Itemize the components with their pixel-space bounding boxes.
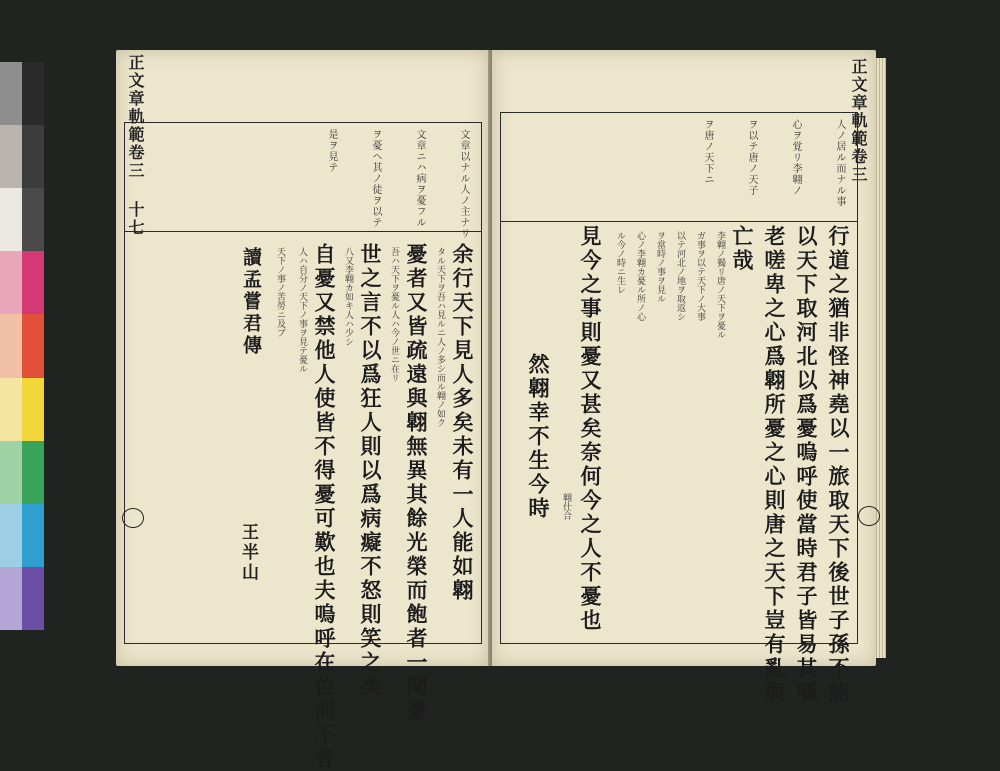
color-calibration-strip [0,62,44,630]
color-swatch [0,188,22,251]
color-swatch [22,378,44,441]
right-text-column: 亡哉 [730,225,755,273]
right-annotation: ヲ唐ノ天下ニ [702,119,713,185]
left-text-column: 憂者又皆疏遠與翺無異其餘光榮而飽者一聞憂 [404,243,429,723]
right-gloss-column: 心ノ李翺カ憂ル所ノ心 [635,231,645,321]
fish-tail-mark [858,506,880,526]
color-swatch-row [0,62,44,125]
left-text-column: 世之言不以爲狂人則以爲病癡不怒則笑之矣 [358,243,383,699]
open-book [116,44,876,771]
left-text-column: 自憂又禁他人使皆不得憂可歎也夫嗚呼在位而不肯 [312,243,337,771]
color-swatch-row [0,125,44,188]
left-gloss-column: 吾ハ天下ヲ憂ル人ハ今ノ世ニ在リ [389,247,399,382]
right-notes-band [501,113,857,222]
left-text-frame [124,122,482,771]
left-page [116,50,488,771]
right-text-column: 然翺幸不生今時 [526,353,551,521]
left-annotation: 是ヲ見テ [326,129,337,173]
left-text-column: 余行天下見人多矣未有一人能如翺 [450,243,475,603]
essay-title: 讀孟嘗君傳 [240,247,262,357]
right-text-frame [500,112,858,705]
left-annotation: 文章以ナル人ノ主ナリ [458,129,469,239]
right-header-volume: 卷三 [849,148,868,184]
left-gloss-column: 人ハ自分ノ天下ノ事ヲ見テ憂ル [297,247,307,373]
color-swatch-row [0,314,44,377]
left-gloss-column: タル天下ヲ吾ハ見ルニ人ノ多シ而ル翺ノ如ク [435,247,445,427]
right-annotation: 心ヲ覚リ李翺ノ [790,119,801,196]
right-header-title: 正文章軌範 [849,58,868,148]
color-swatch [22,314,44,377]
color-swatch [22,188,44,251]
right-text-column: 以天下取河北以爲憂嗚呼使當時君子皆易其嘆 [794,225,819,705]
left-page-number: 十七 [126,201,145,237]
color-swatch-row [0,441,44,504]
right-annotation: 人ノ居ル而ナル事 [834,119,845,207]
right-annotation: ヲ以テ唐ノ天子 [746,119,757,196]
right-text-column: 見今之事則憂又甚矣奈何今之人不憂也 [578,225,603,633]
left-gloss-column: 天下ノ事ノ苦勞ニ及ブ [275,247,285,337]
color-swatch-row [0,567,44,630]
right-gloss-column: 翺仕合 [561,493,571,520]
right-text-column: 老嗟卑之心爲翺所憂之心則唐之天下豈有亂與 [762,225,787,705]
left-annotation: 文章ニハ病ヲ憂フル [414,129,425,228]
right-gloss-column: 李翺ノ獨リ唐ノ天下ヲ憂ル [715,231,725,339]
color-swatch [22,441,44,504]
color-swatch [0,504,22,567]
color-swatch [22,251,44,314]
color-swatch [22,62,44,125]
color-swatch-row [0,188,44,251]
color-swatch [0,314,22,377]
right-gloss-column: ヲ當時ノ事ヲ見ル [655,231,665,303]
color-swatch [0,62,22,125]
color-swatch [22,567,44,630]
color-swatch-row [0,504,44,567]
color-swatch [0,251,22,314]
color-swatch [22,504,44,567]
left-header-volume: 卷三 [126,144,145,180]
left-annotation: ヲ憂ヘ其ノ徒ヲ以テ [370,129,381,228]
left-header-title: 正文章軌範 [126,54,145,144]
right-gloss-column: ル今ノ時ニ生レ [615,231,625,294]
right-text-column: 行道之猶非怪神堯以一旅取天下後世子孫不能 [826,225,851,705]
right-gloss-column: ガ事ヲ以テ天下ノ大事 [695,231,705,321]
color-swatch [0,378,22,441]
color-swatch [0,441,22,504]
color-swatch [0,125,22,188]
essay-author: 王半山 [238,523,258,583]
color-swatch [22,125,44,188]
color-swatch-row [0,378,44,441]
right-gloss-column: 以テ河北ノ地ヲ取返シ [675,231,685,321]
color-swatch-row [0,251,44,314]
left-notes-band [125,123,481,239]
color-swatch [0,567,22,630]
right-page [492,50,876,705]
left-gloss-column: 八又李翺カ如キ人ハ少シ [343,247,353,346]
